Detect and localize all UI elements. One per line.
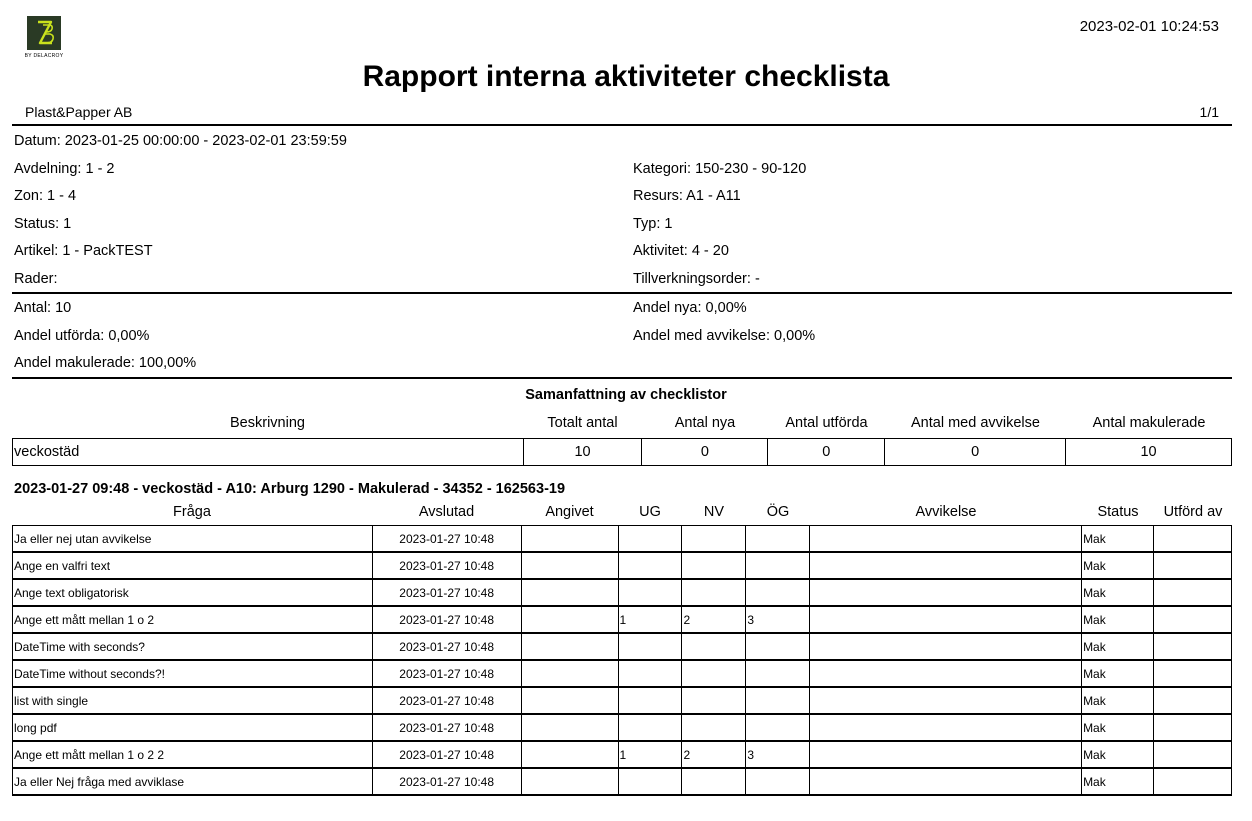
table-cell bbox=[1154, 687, 1232, 714]
table-cell bbox=[810, 768, 1082, 795]
table-cell: 0 bbox=[885, 439, 1066, 466]
table-cell bbox=[618, 552, 682, 579]
table-cell: Ange ett mått mellan 1 o 2 bbox=[13, 606, 373, 633]
detail-header-cell: NV bbox=[703, 504, 725, 520]
table-cell bbox=[682, 687, 746, 714]
summary-header-cell: Antal makulerade bbox=[1092, 415, 1206, 431]
table-row bbox=[13, 579, 1232, 606]
detail-header bbox=[12, 502, 1232, 522]
filter-kategori: Kategori: 150-230 - 90-120 bbox=[633, 161, 807, 177]
table-cell bbox=[682, 714, 746, 741]
table-cell bbox=[810, 606, 1082, 633]
filter-tillverkningsorder: Tillverkningsorder: - bbox=[633, 271, 760, 287]
detail-table bbox=[12, 525, 1232, 796]
table-row bbox=[13, 526, 1232, 553]
table-cell: Mak bbox=[1082, 552, 1154, 579]
table-cell: 2023-01-27 10:48 bbox=[372, 552, 521, 579]
filter-rader: Rader: bbox=[14, 271, 58, 287]
checklist-heading: 2023-01-27 09:48 - veckostäd - A10: Arburg 1290 - Makulerad - 34352 - 162563-19 bbox=[14, 481, 566, 497]
table-cell: Mak bbox=[1082, 660, 1154, 687]
table-cell: Mak bbox=[1082, 768, 1154, 795]
table-cell bbox=[746, 552, 810, 579]
table-cell: 2023-01-27 10:48 bbox=[372, 633, 521, 660]
filter-resurs: Resurs: A1 - A11 bbox=[633, 188, 741, 204]
table-row bbox=[13, 741, 1232, 768]
table-cell bbox=[1154, 660, 1232, 687]
stat-andel-makulerade: Andel makulerade: 100,00% bbox=[14, 355, 197, 371]
table-cell bbox=[521, 687, 618, 714]
table-cell bbox=[746, 579, 810, 606]
detail-header-cell: Angivet bbox=[545, 504, 594, 520]
table-cell bbox=[618, 579, 682, 606]
filter-status: Status: 1 bbox=[14, 216, 72, 232]
summary-title: Samanfattning av checklistor bbox=[525, 387, 727, 403]
report-timestamp: 2023-02-01 10:24:53 bbox=[1079, 18, 1219, 35]
filter-artikel: Artikel: 1 - PackTEST bbox=[14, 243, 153, 259]
table-row bbox=[13, 714, 1232, 741]
table-cell bbox=[521, 579, 618, 606]
summary-table bbox=[12, 438, 1232, 466]
table-cell bbox=[521, 714, 618, 741]
table-cell bbox=[618, 660, 682, 687]
filter-datum: Datum: 2023-01-25 00:00:00 - 2023-02-01 23:59:59 bbox=[14, 133, 347, 149]
table-cell: 2023-01-27 10:48 bbox=[372, 714, 521, 741]
table-cell bbox=[1154, 579, 1232, 606]
table-cell bbox=[810, 579, 1082, 606]
table-cell: 2 bbox=[682, 606, 746, 633]
table-cell: 2023-01-27 10:48 bbox=[372, 687, 521, 714]
table-cell: 0 bbox=[768, 439, 885, 466]
table-cell bbox=[521, 741, 618, 768]
table-cell bbox=[682, 526, 746, 553]
table-cell: DateTime without seconds?! bbox=[13, 660, 373, 687]
detail-header-cell: Fråga bbox=[173, 504, 211, 520]
table-cell bbox=[810, 552, 1082, 579]
table-cell: veckostäd bbox=[13, 439, 524, 466]
table-cell bbox=[746, 633, 810, 660]
table-cell: Mak bbox=[1082, 526, 1154, 553]
table-cell bbox=[521, 633, 618, 660]
table-cell bbox=[1154, 714, 1232, 741]
table-cell: long pdf bbox=[13, 714, 373, 741]
table-row bbox=[13, 552, 1232, 579]
table-cell: 2023-01-27 10:48 bbox=[372, 768, 521, 795]
table-cell bbox=[682, 660, 746, 687]
table-cell bbox=[810, 633, 1082, 660]
table-cell bbox=[746, 526, 810, 553]
table-cell: Mak bbox=[1082, 687, 1154, 714]
table-cell: 10 bbox=[523, 439, 642, 466]
summary-header bbox=[12, 412, 1232, 434]
table-cell bbox=[618, 768, 682, 795]
table-cell: Mak bbox=[1082, 633, 1154, 660]
company-name: Plast&Papper AB bbox=[25, 104, 133, 120]
table-cell bbox=[618, 633, 682, 660]
detail-header-cell: UG bbox=[639, 504, 661, 520]
table-cell bbox=[1154, 768, 1232, 795]
table-cell: 3 bbox=[746, 741, 810, 768]
table-cell: 2023-01-27 10:48 bbox=[372, 606, 521, 633]
table-cell: Ange text obligatorisk bbox=[13, 579, 373, 606]
table-row bbox=[13, 606, 1232, 633]
filter-typ: Typ: 1 bbox=[633, 216, 673, 232]
table-cell: 1 bbox=[618, 606, 682, 633]
table-cell: 3 bbox=[746, 606, 810, 633]
stat-andel-nya: Andel nya: 0,00% bbox=[633, 300, 747, 316]
table-cell bbox=[1154, 552, 1232, 579]
table-cell bbox=[618, 526, 682, 553]
summary-header-cell: Beskrivning bbox=[230, 415, 305, 431]
table-cell bbox=[682, 633, 746, 660]
table-cell bbox=[746, 660, 810, 687]
table-cell bbox=[521, 606, 618, 633]
detail-header-cell: Avvikelse bbox=[915, 504, 977, 520]
table-cell bbox=[682, 552, 746, 579]
table-cell: 0 bbox=[642, 439, 768, 466]
table-cell: Ja eller nej utan avvikelse bbox=[13, 526, 373, 553]
table-cell bbox=[810, 526, 1082, 553]
table-cell: 2023-01-27 10:48 bbox=[372, 741, 521, 768]
table-cell: Ange ett mått mellan 1 o 2 2 bbox=[13, 741, 373, 768]
table-cell: Mak bbox=[1082, 606, 1154, 633]
detail-header-cell: ÖG bbox=[766, 504, 790, 520]
table-cell bbox=[682, 768, 746, 795]
table-cell: 10 bbox=[1066, 439, 1232, 466]
table-cell: 2023-01-27 10:48 bbox=[372, 526, 521, 553]
table-row bbox=[13, 687, 1232, 714]
summary-header-cell: Antal med avvikelse bbox=[911, 415, 1040, 431]
table-cell bbox=[521, 526, 618, 553]
filter-zon: Zon: 1 - 4 bbox=[14, 188, 77, 204]
stat-andel-avvikelse: Andel med avvikelse: 0,00% bbox=[633, 328, 816, 344]
page-number: 1/1 bbox=[1199, 104, 1219, 120]
logo-icon bbox=[27, 16, 61, 50]
table-cell bbox=[1154, 633, 1232, 660]
table-cell bbox=[746, 714, 810, 741]
table-cell bbox=[1154, 526, 1232, 553]
table-cell bbox=[810, 687, 1082, 714]
table-cell bbox=[1154, 741, 1232, 768]
stat-andel-utforda: Andel utförda: 0,00% bbox=[14, 328, 150, 344]
table-cell bbox=[682, 579, 746, 606]
table-cell bbox=[810, 741, 1082, 768]
summary-header-cell: Antal nya bbox=[674, 415, 736, 431]
filter-aktivitet: Aktivitet: 4 - 20 bbox=[633, 243, 729, 259]
table-cell: DateTime with seconds? bbox=[13, 633, 373, 660]
table-cell bbox=[521, 768, 618, 795]
table-row bbox=[13, 768, 1232, 795]
table-cell bbox=[746, 687, 810, 714]
table-cell: 1 bbox=[618, 741, 682, 768]
table-cell: Mak bbox=[1082, 714, 1154, 741]
detail-header-cell: Avslutad bbox=[418, 504, 475, 520]
summary-header-cell: Totalt antal bbox=[547, 415, 618, 431]
table-cell bbox=[618, 687, 682, 714]
header-divider bbox=[12, 124, 1232, 126]
table-cell bbox=[1154, 606, 1232, 633]
table-cell: Mak bbox=[1082, 741, 1154, 768]
stats-divider bbox=[12, 377, 1232, 379]
table-cell: 2023-01-27 10:48 bbox=[372, 579, 521, 606]
table-cell: 2023-01-27 10:48 bbox=[372, 660, 521, 687]
filter-avdelning: Avdelning: 1 - 2 bbox=[14, 161, 115, 177]
stat-antal: Antal: 10 bbox=[14, 300, 72, 316]
table-cell bbox=[618, 714, 682, 741]
table-cell bbox=[521, 660, 618, 687]
detail-header-cell: Utförd av bbox=[1163, 504, 1223, 520]
table-cell: Mak bbox=[1082, 579, 1154, 606]
table-cell bbox=[746, 768, 810, 795]
table-row bbox=[13, 439, 1232, 466]
page-title: Rapport interna aktiviteter checklista bbox=[362, 60, 890, 93]
table-cell bbox=[810, 714, 1082, 741]
table-cell bbox=[810, 660, 1082, 687]
table-cell: Ange en valfri text bbox=[13, 552, 373, 579]
logo-subtitle: BY DELACROY bbox=[24, 53, 64, 59]
table-cell: Ja eller Nej fråga med avviklase bbox=[13, 768, 373, 795]
table-cell bbox=[521, 552, 618, 579]
table-row bbox=[13, 660, 1232, 687]
table-cell: 2 bbox=[682, 741, 746, 768]
filters-divider bbox=[12, 292, 1232, 294]
table-row bbox=[13, 633, 1232, 660]
detail-header-cell: Status bbox=[1097, 504, 1139, 520]
summary-header-cell: Antal utförda bbox=[785, 415, 868, 431]
table-cell: list with single bbox=[13, 687, 373, 714]
